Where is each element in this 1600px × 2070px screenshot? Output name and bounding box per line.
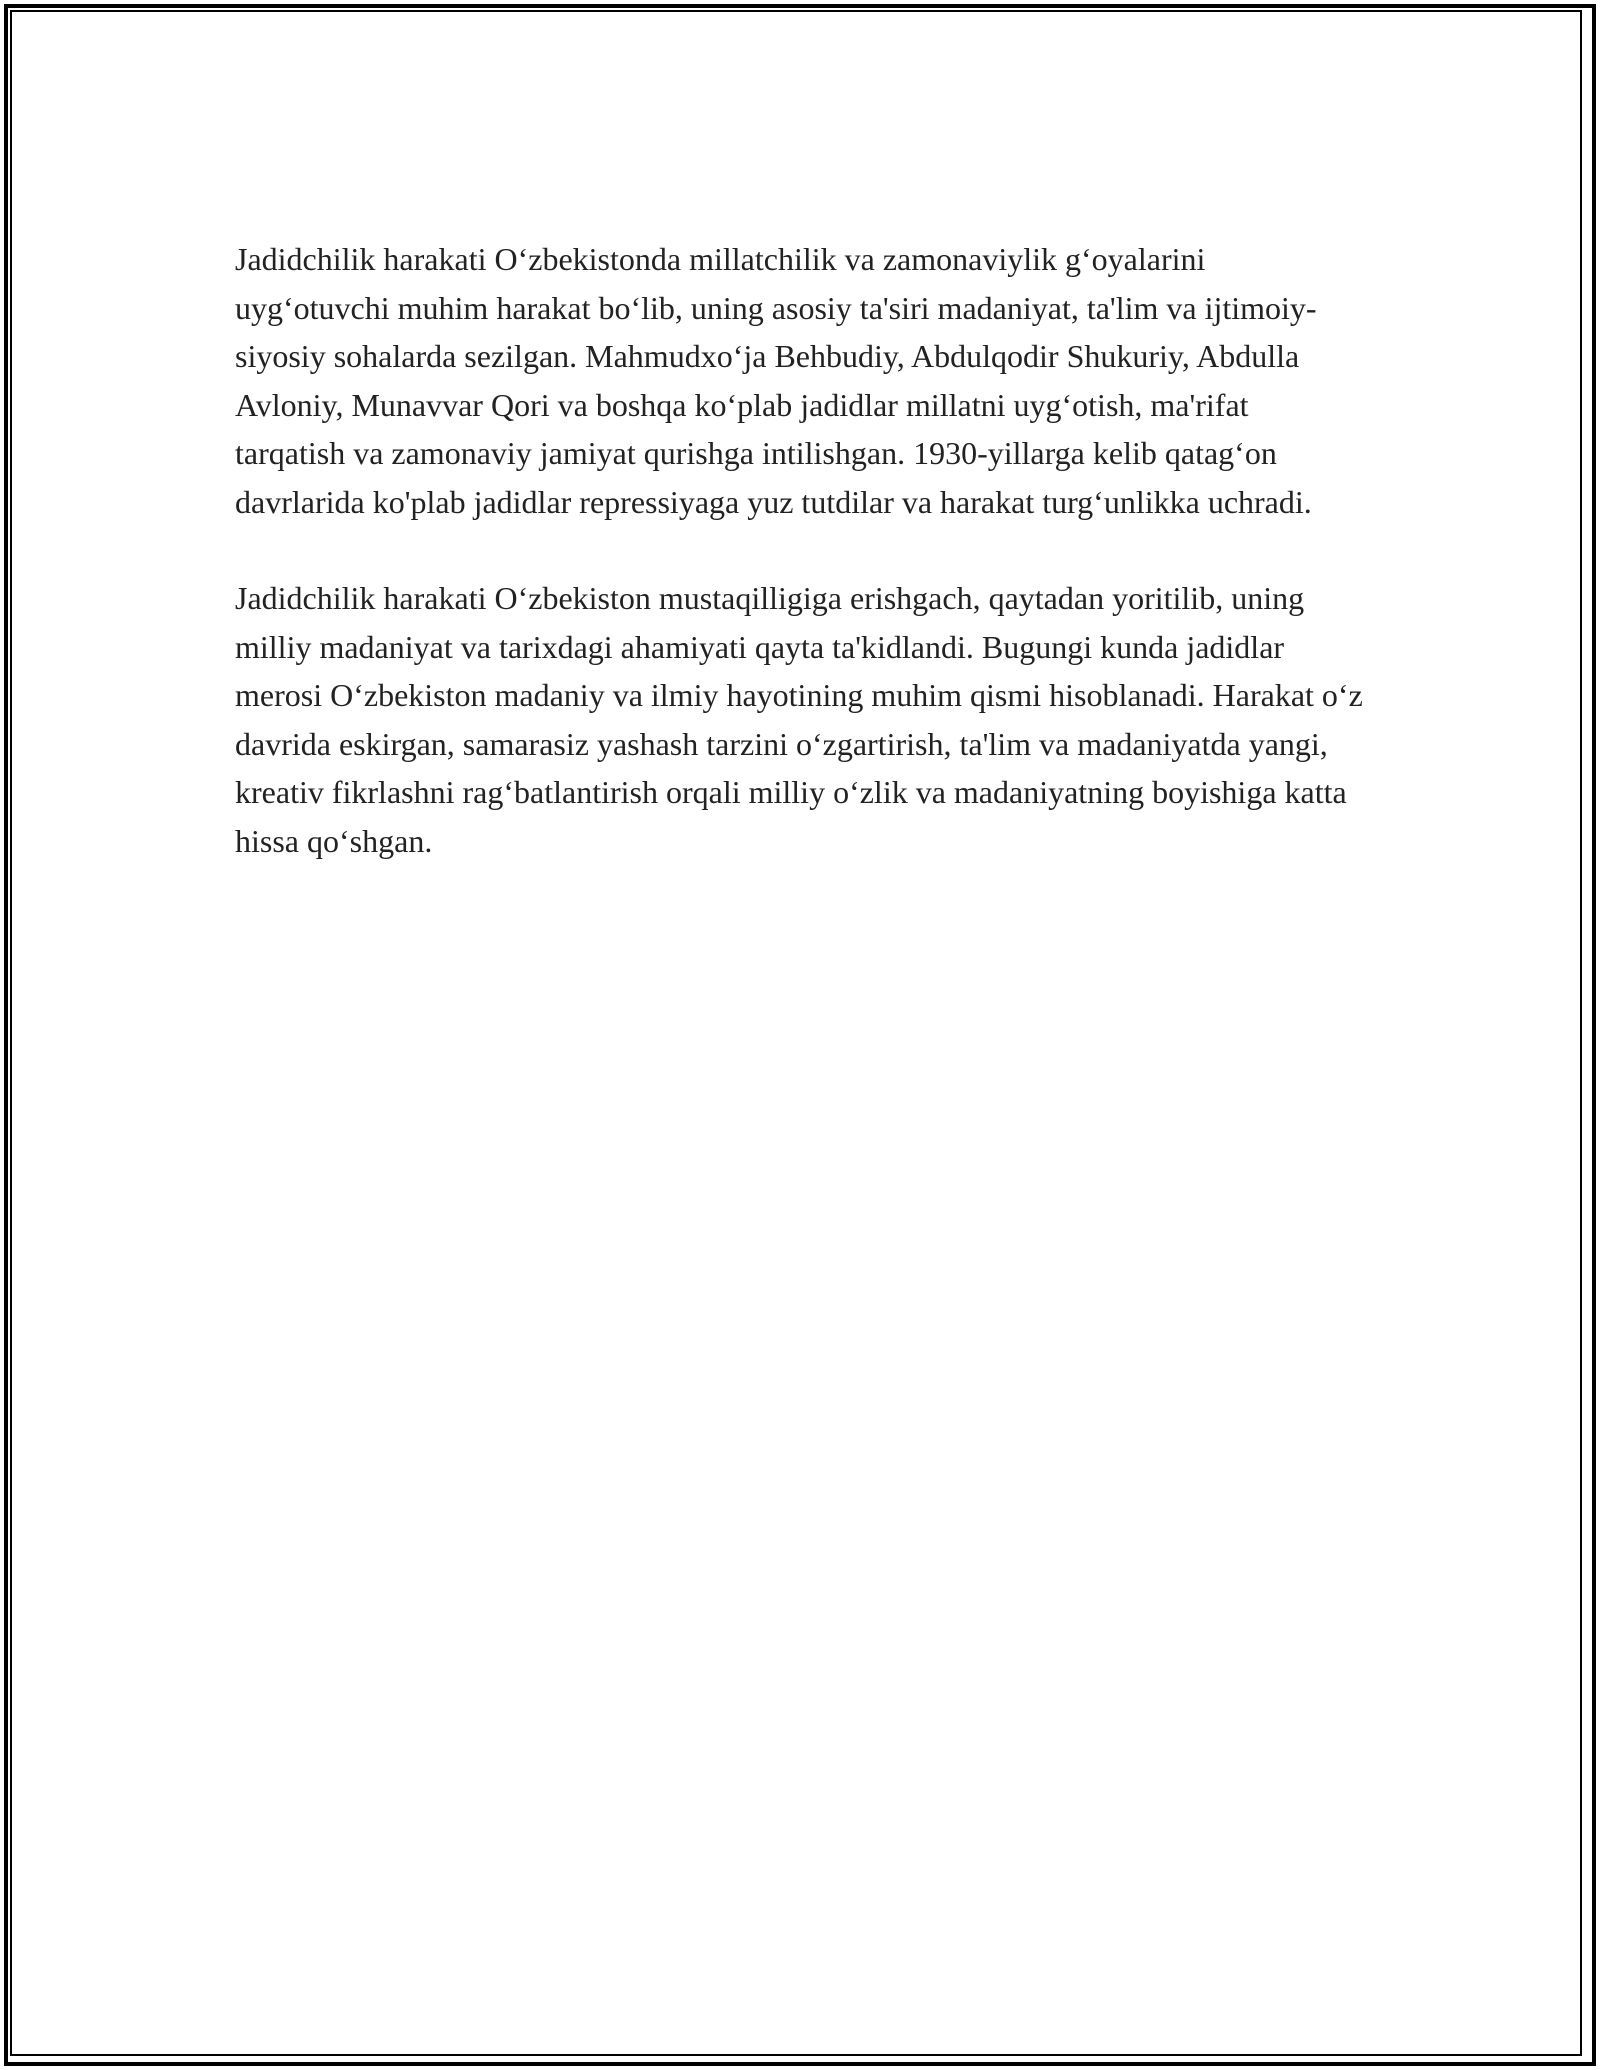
paragraph-2: Jadidchilik harakati O‘zbekiston mustaqilligiga erishgach, qaytadan yoritilib, uning milliy madaniyat va tarixdagi ahamiyati qayta ta'kidlandi. Bugungi kunda jadidlar merosi O‘zbekiston madaniy va ilmiy hayotining muhim qismi hisoblanadi. Harakat o‘z davrida eskirgan, samarasiz yashash tarzini o‘zgartirish, ta'lim va madaniyatda yangi, kreativ fikrlashni rag‘batlantirish orqali milliy o‘zlik va madaniyatning boyishiga katta hissa qo‘shgan. xyxy=(235,580,1363,859)
document-body xyxy=(235,235,1365,913)
paragraph-1: Jadidchilik harakati O‘zbekistonda millatchilik va zamonaviylik g‘oyalarini uyg‘otuvchi muhim harakat bo‘lib, uning asosiy ta'siri madaniyat, ta'lim va ijtimoiy-siyosiy sohalarda sezilgan. Mahmudxo‘ja Behbudiy, Abdulqodir Shukuriy, Abdulla Avloniy, Munavvar Qori va boshqa ko‘plab jadidlar millatni uyg‘otish, ma'rifat tarqatish va zamonaviy jamiyat qurishga intilishgan. 1930-yillarga kelib qatag‘on davrlarida ko'plab jadidlar repressiyaga yuz tutdilar va harakat turg‘unlikka uchradi. xyxy=(235,241,1317,520)
